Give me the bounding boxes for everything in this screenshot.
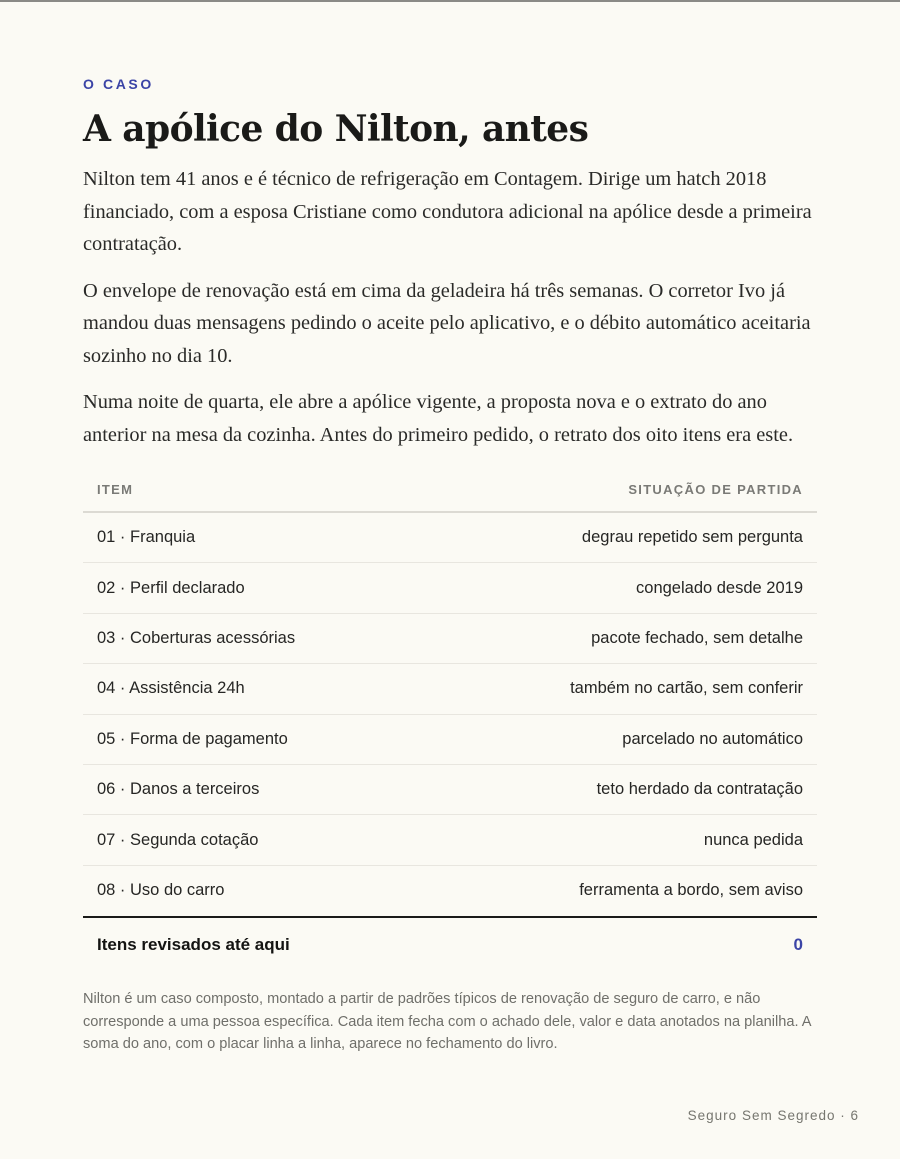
total-label: Itens revisados até aqui <box>97 934 290 954</box>
item-name: 03 · Coberturas acessórias <box>97 628 296 647</box>
item-status: também no cartão, sem conferir <box>570 679 803 698</box>
table-row <box>83 765 817 815</box>
item-name: 04 · Assistência 24h <box>97 679 245 698</box>
items-table <box>83 468 817 971</box>
item-status: teto herdado da contratação <box>596 780 803 799</box>
item-status: nunca pedida <box>703 830 803 849</box>
item-status: ferramenta a bordo, sem aviso <box>579 881 803 900</box>
item-name: 07 · Segunda cotação <box>97 830 259 849</box>
item-name: 08 · Uso do carro <box>97 881 225 900</box>
item-name: 01 · Franquia <box>97 528 196 547</box>
table-row <box>83 815 817 865</box>
table-row <box>83 614 817 664</box>
paragraph: O envelope de renovação está em cima da geladeira há três semanas. O corretor Ivo já mandou duas mensagens pedindo o aceite pelo aplicativo, e o débito automático aceitaria sozinho no dia 10. <box>83 279 811 367</box>
page-footer: Seguro Sem Segredo · 6 <box>687 1108 859 1123</box>
table-header <box>83 468 817 513</box>
table-row <box>83 513 817 563</box>
table-row <box>83 866 817 916</box>
table-body <box>83 513 817 916</box>
footnote: Nilton é um caso composto, montado a partir de padrões típicos de renovação de seguro de carro, e não corresponde a uma pessoa específica. Cada item fecha com o achado dele, valor e data anotados na planilha. A soma do ano, com o placar linha a linha, aparece no fechamento do livro. <box>83 991 811 1052</box>
column-header-item: ITEM <box>97 482 134 497</box>
item-status: pacote fechado, sem detalhe <box>591 628 803 647</box>
item-status: degrau repetido sem pergunta <box>581 528 803 547</box>
table-row <box>83 664 817 714</box>
item-status: parcelado no automático <box>622 729 803 748</box>
table-row <box>83 563 817 613</box>
section-eyebrow: O CASO <box>83 76 154 92</box>
item-name: 02 · Perfil declarado <box>97 578 245 597</box>
table-total-row <box>83 916 817 971</box>
item-name: 05 · Forma de pagamento <box>97 729 288 748</box>
paragraph: Nilton tem 41 anos e é técnico de refrigeração em Contagem. Dirige um hatch 2018 financiado, com a esposa Cristiane como condutora adicional na apólice desde a primeira contratação. <box>83 168 812 255</box>
page-title: A apólice do Nilton, antes <box>83 108 589 150</box>
body-text <box>83 163 821 465</box>
table-row <box>83 715 817 765</box>
total-value: 0 <box>793 934 803 954</box>
column-header-status: SITUAÇÃO DE PARTIDA <box>628 482 803 497</box>
item-name: 06 · Danos a terceiros <box>97 780 260 799</box>
item-status: congelado desde 2019 <box>636 578 803 597</box>
paragraph: Numa noite de quarta, ele abre a apólice vigente, a proposta nova e o extrato do ano anterior na mesa da cozinha. Antes do primeiro pedido, o retrato dos oito itens era este. <box>83 391 794 446</box>
